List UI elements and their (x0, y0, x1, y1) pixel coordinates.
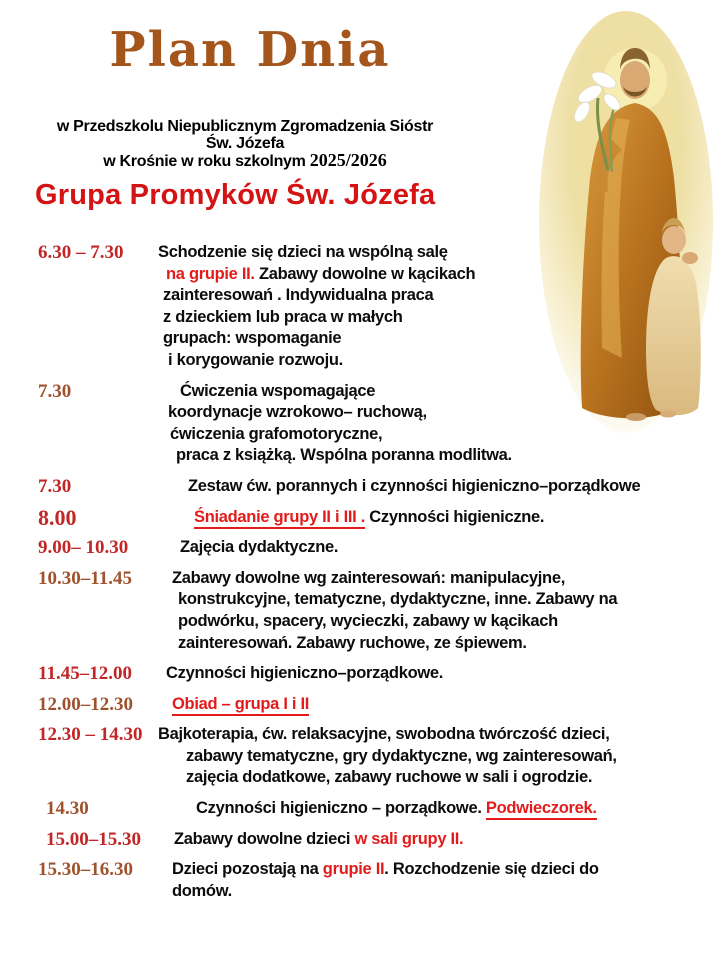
page-title: Plan Dnia (109, 22, 391, 78)
text-segment: Zabawy dowolne wg zainteresowań: manipulacyjne, (172, 568, 565, 587)
activity-line (166, 829, 698, 851)
activity-line (166, 798, 698, 820)
schedule-row (38, 829, 698, 851)
text-segment: domów. (172, 881, 232, 900)
subtitle-line-2: Św. Józefa (205, 135, 285, 152)
activity-line (158, 767, 698, 789)
schedule (0, 242, 698, 902)
activity-text (158, 859, 698, 902)
time-range: 12.00–12.30 (38, 693, 133, 715)
text-segment: konstrukcyjne, tematyczne, dydaktyczne, inne. Zabawy na (178, 590, 618, 609)
text-segment: Dzieci pozostają na (172, 860, 323, 879)
text-segment: Bajkoterapia, ćw. relaksacyjne, swobodna twórczość dzieci, (158, 725, 610, 744)
text-segment: z dzieckiem lub praca w małych (163, 307, 403, 326)
activity-text (158, 381, 698, 467)
activity-text (158, 476, 698, 498)
activity-line (158, 476, 698, 498)
schedule-row (38, 537, 698, 559)
text-segment: Zabawy dowolne dzieci (174, 829, 355, 848)
activity-line (158, 402, 698, 424)
activity-line (158, 537, 698, 559)
activity-line (158, 424, 698, 446)
schedule-row (38, 694, 698, 716)
text-segment: . Rozchodzenie się dzieci do (384, 860, 599, 879)
time-range: 9.00– 10.30 (38, 537, 129, 559)
text-segment: zainteresowań. Zabawy ruchowe, ze śpiewem. (178, 633, 527, 652)
activity-text (158, 724, 698, 789)
activity-line (158, 859, 698, 881)
text-segment: praca z książką. Wspólna poranna modlitwa. (176, 446, 512, 465)
schedule-row (38, 798, 698, 820)
text-segment: Czynności higieniczno – porządkowe. (196, 799, 486, 818)
time-range: 14.30 (46, 798, 89, 820)
highlighted-text-segment: grupie II (322, 860, 385, 879)
text-segment: Schodzenie się dzieci na wspólną salę (158, 243, 448, 261)
activity-text (158, 537, 698, 559)
text-segment: Zajęcia dydaktyczne. (180, 538, 339, 557)
activity-line (158, 307, 698, 329)
activity-line (158, 568, 698, 590)
schedule-row (38, 476, 698, 498)
activity-text (158, 507, 698, 529)
time-range: 8.00 (38, 504, 77, 530)
time-range: 12.30 – 14.30 (38, 724, 143, 746)
lily-flowers (571, 69, 623, 172)
text-segment: i korygowanie rozwoju. (168, 350, 343, 369)
time-range: 6.30 – 7.30 (38, 242, 124, 263)
activity-line (158, 611, 698, 633)
highlighted-text-segment: Śniadanie grupy II i III . (194, 508, 365, 529)
schedule-row (38, 242, 698, 372)
text-segment: Czynności higieniczno–porządkowe. (166, 664, 444, 683)
schedule-row (38, 568, 698, 654)
halo (603, 48, 667, 112)
text-segment: zainteresowań . Indywidualna praca (163, 286, 434, 305)
time-range: 7.30 (38, 380, 72, 402)
activity-line (158, 328, 698, 350)
highlighted-text-segment: Obiad – grupa I i II (172, 695, 309, 716)
activity-line (158, 350, 698, 372)
subtitle-line-3-prefix: w Krośnie w roku szkolnym (103, 153, 310, 170)
activity-line (158, 724, 698, 746)
text-segment: Zabawy dowolne w kącikach (254, 264, 476, 283)
text-segment: grupach: wspomaganie (163, 329, 342, 348)
time-range: 11.45–12.00 (38, 663, 132, 685)
text-segment: ćwiczenia grafomotoryczne, (170, 424, 383, 443)
time-range: 10.30–11.45 (38, 567, 132, 589)
schedule-row (38, 724, 698, 789)
activity-text (166, 829, 698, 851)
activity-line (158, 242, 698, 264)
activity-line (158, 589, 698, 611)
highlighted-text-segment: w sali grupy II. (354, 829, 464, 848)
schedule-row (38, 859, 698, 902)
schedule-row (38, 504, 698, 530)
text-segment: koordynacje wzrokowo– ruchową, (168, 403, 427, 422)
highlighted-text-segment: Podwieczorek. (486, 799, 597, 820)
text-segment: podwórku, spacery, wycieczki, zabawy w kącikach (178, 611, 558, 630)
time-range: 15.30–16.30 (38, 859, 133, 881)
time-range: 15.00–15.30 (46, 828, 141, 850)
activity-text (158, 568, 698, 654)
activity-line (158, 746, 698, 768)
activity-text (166, 798, 698, 820)
schedule-row (38, 381, 698, 467)
subtitle (0, 118, 490, 170)
schedule-row (38, 663, 698, 685)
text-segment: zabawy tematyczne, gry dydaktyczne, wg zainteresowań, (186, 746, 617, 765)
activity-line (158, 694, 698, 716)
activity-line (158, 381, 698, 403)
activity-line (158, 264, 698, 286)
time-range: 7.30 (38, 475, 72, 497)
text-segment: Zestaw ćw. porannych i czynności higieniczno–porządkowe (188, 476, 641, 495)
text-segment: Czynności higieniczne. (365, 507, 545, 526)
activity-text (158, 242, 698, 372)
text-segment: Ćwiczenia wspomagające (180, 381, 376, 400)
activity-line (158, 285, 698, 307)
activity-text (158, 694, 698, 716)
highlighted-text-segment: na grupie II. (166, 264, 255, 283)
activity-line (158, 445, 698, 467)
activity-line (158, 633, 698, 655)
text-segment: zajęcia dodatkowe, zabawy ruchowe w sali i ogrodzie. (186, 768, 593, 787)
school-year: 2025/2026 (309, 150, 387, 170)
activity-text (158, 663, 698, 685)
activity-line (158, 663, 698, 685)
group-heading: Grupa Promyków Św. Józefa (35, 179, 436, 211)
subtitle-line-1: w Przedszkolu Niepublicznym Zgromadzenia Sióstr (56, 118, 434, 135)
subtitle-line-3 (0, 152, 490, 170)
activity-line (158, 507, 698, 529)
activity-line (158, 881, 698, 903)
